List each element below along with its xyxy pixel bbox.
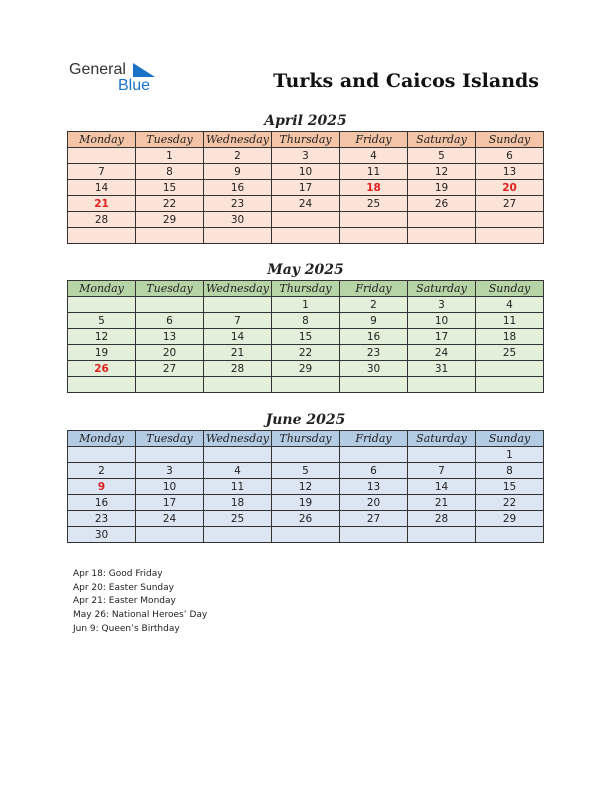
day-cell: 6: [340, 463, 408, 479]
day-cell: 31: [408, 361, 476, 377]
day-cell: [340, 228, 408, 244]
day-cell: [136, 527, 204, 543]
day-cell: [136, 297, 204, 313]
day-cell: 16: [68, 495, 136, 511]
day-cell: [340, 447, 408, 463]
day-cell: 18: [476, 329, 544, 345]
day-cell: 21: [204, 345, 272, 361]
day-cell: 21: [408, 495, 476, 511]
day-cell: 11: [204, 479, 272, 495]
day-cell: [476, 361, 544, 377]
day-cell: 5: [272, 463, 340, 479]
day-cell: 12: [272, 479, 340, 495]
week-row: [68, 329, 544, 345]
day-cell: [476, 212, 544, 228]
day-cell: 9: [340, 313, 408, 329]
day-cell: 4: [340, 148, 408, 164]
month-april: [67, 111, 544, 244]
day-cell: [204, 447, 272, 463]
day-cell: 6: [136, 313, 204, 329]
day-cell: 7: [408, 463, 476, 479]
weekday-header: Wednesday: [204, 431, 272, 447]
weekday-header: Saturday: [408, 132, 476, 148]
week-row: [68, 297, 544, 313]
day-cell: 14: [204, 329, 272, 345]
day-cell: 20: [340, 495, 408, 511]
holiday-item: Apr 21: Easter Monday: [73, 596, 176, 607]
day-cell: 29: [272, 361, 340, 377]
day-cell: 2: [204, 148, 272, 164]
month-may: [67, 260, 544, 393]
day-cell: 9: [68, 479, 136, 495]
week-row: [68, 495, 544, 511]
day-cell: 29: [476, 511, 544, 527]
day-cell: [68, 297, 136, 313]
day-cell: 19: [68, 345, 136, 361]
day-cell: 9: [204, 164, 272, 180]
day-cell: 1: [272, 297, 340, 313]
day-cell: 30: [68, 527, 136, 543]
week-row: [68, 212, 544, 228]
day-cell: [68, 377, 136, 393]
day-cell: 4: [476, 297, 544, 313]
day-cell: 14: [408, 479, 476, 495]
day-cell: 23: [68, 511, 136, 527]
day-cell: 10: [272, 164, 340, 180]
day-cell: 29: [136, 212, 204, 228]
weekday-header: Wednesday: [204, 281, 272, 297]
day-cell: 1: [136, 148, 204, 164]
weekday-header: Saturday: [408, 281, 476, 297]
day-cell: 6: [476, 148, 544, 164]
week-row: [68, 164, 544, 180]
weekday-header: Tuesday: [136, 431, 204, 447]
day-cell: 13: [476, 164, 544, 180]
holiday-list: [73, 568, 207, 637]
day-cell: 17: [136, 495, 204, 511]
day-cell: 30: [204, 212, 272, 228]
day-cell: 5: [68, 313, 136, 329]
day-cell: 28: [68, 212, 136, 228]
day-cell: [340, 377, 408, 393]
day-cell: 2: [340, 297, 408, 313]
month-title: May 2025: [267, 262, 344, 278]
day-cell: 30: [340, 361, 408, 377]
country-title: Turks and Caicos Islands: [273, 70, 539, 92]
day-cell: [408, 377, 476, 393]
day-cell: 26: [68, 361, 136, 377]
day-cell: 20: [136, 345, 204, 361]
day-cell: 25: [204, 511, 272, 527]
logo: [69, 61, 159, 97]
day-cell: 15: [136, 180, 204, 196]
day-cell: 26: [272, 511, 340, 527]
day-cell: [204, 527, 272, 543]
weekday-header-row: [68, 281, 544, 297]
day-cell: [408, 228, 476, 244]
day-cell: 13: [136, 329, 204, 345]
day-cell: [204, 297, 272, 313]
day-cell: 19: [272, 495, 340, 511]
weekday-header: Thursday: [272, 431, 340, 447]
day-cell: 10: [408, 313, 476, 329]
month-june: [67, 410, 544, 543]
weekday-header: Saturday: [408, 431, 476, 447]
weekday-header: Monday: [68, 281, 136, 297]
weekday-header-row: [68, 431, 544, 447]
day-cell: [272, 228, 340, 244]
day-cell: 1: [476, 447, 544, 463]
holiday-item: May 26: National Heroes’ Day: [73, 610, 208, 621]
day-cell: 27: [476, 196, 544, 212]
day-cell: [340, 527, 408, 543]
day-cell: 22: [136, 196, 204, 212]
day-cell: [136, 447, 204, 463]
calendar-table: [67, 430, 544, 543]
day-cell: 17: [272, 180, 340, 196]
week-row: [68, 511, 544, 527]
month-title: April 2025: [264, 113, 347, 129]
day-cell: [272, 527, 340, 543]
day-cell: 22: [272, 345, 340, 361]
holiday-item: Apr 20: Easter Sunday: [73, 582, 174, 593]
day-cell: 12: [68, 329, 136, 345]
day-cell: [476, 228, 544, 244]
week-row: [68, 313, 544, 329]
day-cell: [136, 228, 204, 244]
day-cell: 18: [204, 495, 272, 511]
day-cell: 17: [408, 329, 476, 345]
day-cell: 8: [476, 463, 544, 479]
day-cell: 20: [476, 180, 544, 196]
day-cell: [204, 377, 272, 393]
weekday-header: Friday: [340, 281, 408, 297]
day-cell: 25: [340, 196, 408, 212]
month-title: June 2025: [265, 412, 346, 428]
weekday-header: Tuesday: [136, 132, 204, 148]
day-cell: 12: [408, 164, 476, 180]
day-cell: 10: [136, 479, 204, 495]
weekday-header: Wednesday: [204, 132, 272, 148]
calendar-table: [67, 280, 544, 393]
weekday-header: Monday: [68, 431, 136, 447]
day-cell: 3: [408, 297, 476, 313]
day-cell: 27: [340, 511, 408, 527]
day-cell: 16: [204, 180, 272, 196]
day-cell: [408, 527, 476, 543]
day-cell: [408, 212, 476, 228]
day-cell: 19: [408, 180, 476, 196]
week-row: [68, 527, 544, 543]
day-cell: 24: [408, 345, 476, 361]
day-cell: [68, 447, 136, 463]
day-cell: [136, 377, 204, 393]
week-row: [68, 180, 544, 196]
day-cell: 5: [408, 148, 476, 164]
day-cell: 3: [272, 148, 340, 164]
week-row: [68, 196, 544, 212]
weekday-header: Friday: [340, 431, 408, 447]
day-cell: [476, 377, 544, 393]
weekday-header: Thursday: [272, 132, 340, 148]
week-row: [68, 463, 544, 479]
day-cell: 26: [408, 196, 476, 212]
day-cell: 15: [272, 329, 340, 345]
weekday-header: Tuesday: [136, 281, 204, 297]
logo-text-general: General: [69, 61, 126, 78]
day-cell: 14: [68, 180, 136, 196]
day-cell: [272, 377, 340, 393]
day-cell: 24: [136, 511, 204, 527]
day-cell: [272, 212, 340, 228]
calendar-table: [67, 131, 544, 244]
day-cell: 4: [204, 463, 272, 479]
week-row: [68, 148, 544, 164]
day-cell: 13: [340, 479, 408, 495]
day-cell: 23: [204, 196, 272, 212]
weekday-header-row: [68, 132, 544, 148]
day-cell: 8: [136, 164, 204, 180]
day-cell: 15: [476, 479, 544, 495]
week-row: [68, 447, 544, 463]
day-cell: 2: [68, 463, 136, 479]
week-row: [68, 377, 544, 393]
day-cell: 28: [408, 511, 476, 527]
week-row: [68, 479, 544, 495]
day-cell: 11: [476, 313, 544, 329]
day-cell: 24: [272, 196, 340, 212]
day-cell: 28: [204, 361, 272, 377]
day-cell: [272, 447, 340, 463]
weekday-header: Friday: [340, 132, 408, 148]
day-cell: 3: [136, 463, 204, 479]
day-cell: 22: [476, 495, 544, 511]
day-cell: [68, 228, 136, 244]
day-cell: 11: [340, 164, 408, 180]
day-cell: 8: [272, 313, 340, 329]
day-cell: 23: [340, 345, 408, 361]
day-cell: [340, 212, 408, 228]
day-cell: [408, 447, 476, 463]
day-cell: [68, 148, 136, 164]
weekday-header: Sunday: [476, 281, 544, 297]
day-cell: [476, 527, 544, 543]
day-cell: 27: [136, 361, 204, 377]
week-row: [68, 228, 544, 244]
day-cell: 21: [68, 196, 136, 212]
week-row: [68, 345, 544, 361]
weekday-header: Sunday: [476, 431, 544, 447]
day-cell: 18: [340, 180, 408, 196]
holiday-item: Apr 18: Good Friday: [73, 569, 163, 579]
day-cell: 7: [204, 313, 272, 329]
week-row: [68, 361, 544, 377]
weekday-header: Monday: [68, 132, 136, 148]
day-cell: 16: [340, 329, 408, 345]
day-cell: [204, 228, 272, 244]
weekday-header: Sunday: [476, 132, 544, 148]
day-cell: 7: [68, 164, 136, 180]
holiday-item: Jun 9: Queen’s Birthday: [73, 623, 180, 634]
day-cell: 25: [476, 345, 544, 361]
weekday-header: Thursday: [272, 281, 340, 297]
logo-text-blue: Blue: [118, 77, 151, 94]
